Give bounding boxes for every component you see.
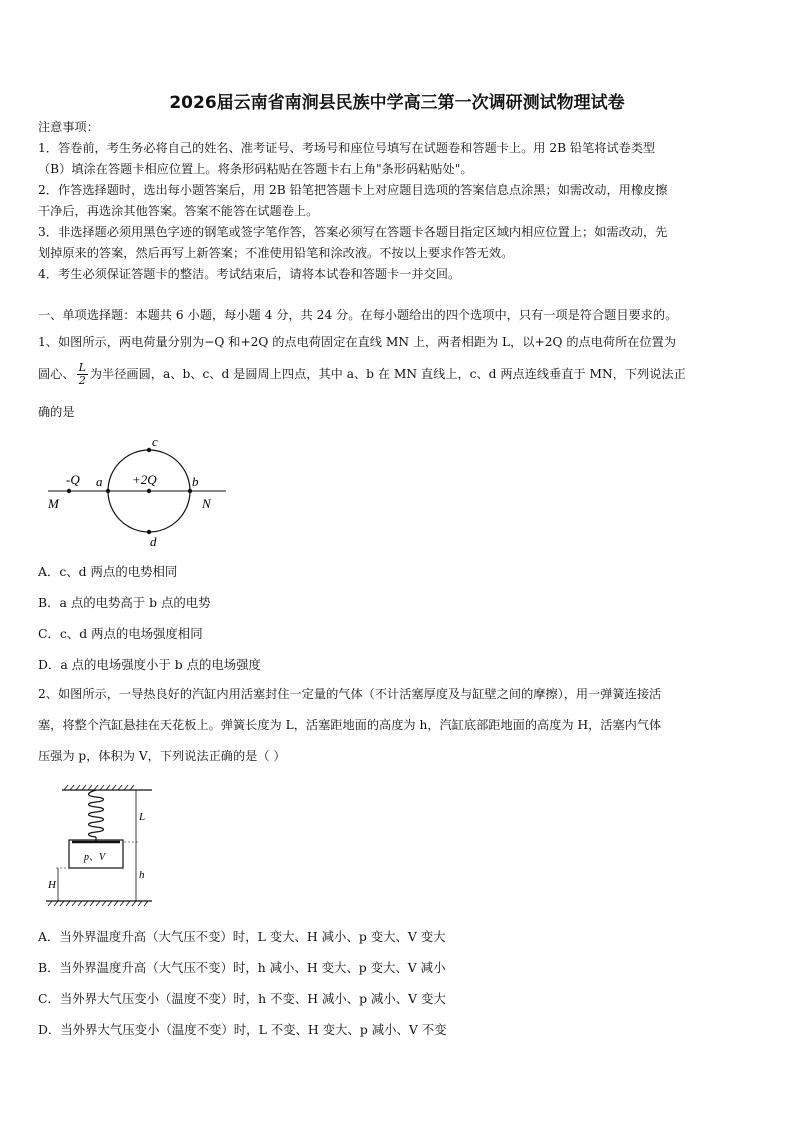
q1-stem-line-1: 1、如图所示，两电荷量分别为−Q 和+2Q 的点电荷固定在直线 MN 上，两者相距为 L，以+2Q 的点电荷所在位置为	[38, 335, 677, 349]
q1-stem-line-2-pre: 圆心、	[38, 367, 75, 381]
neg-charge-point	[67, 489, 71, 493]
notice-line-4: 干净后，再选涂其他答案。答案不能答在试题卷上。	[38, 204, 319, 218]
q2-option-c: C．当外界大气压变小（温度不变）时，h 不变、H 减小、p 减小、V 变大	[38, 991, 446, 1006]
point-b	[188, 489, 192, 493]
point-a	[106, 489, 110, 493]
q2-cylinder-figure	[40, 780, 170, 910]
q1-stem-line-2-post: 为半径画圆，a、b、c、d 是圆周上四点，其中 a、b 在 MN 直线上，c、d 两点连线垂直于 MN，下列说法正	[89, 367, 686, 381]
q1-stem-line-2	[38, 362, 758, 387]
label-m: M	[48, 496, 59, 511]
notice-line-1: 1．答卷前，考生务必将自己的姓名、准考证号、考场号和座位号填写在试题卷和答题卡上。用 2B 铅笔将试卷类型	[38, 141, 656, 155]
q1-option-a: A．c、d 两点的电势相同	[38, 564, 178, 579]
q2-option-a: A．当外界温度升高（大气压不变）时，L 变大、H 减小、p 变大、V 变大	[38, 929, 446, 944]
frac-numerator: L	[78, 361, 86, 374]
q2-stem-line-1: 2、如图所示，一导热良好的汽缸内用活塞封住一定量的气体（不计活塞厚度及与缸壁之间的摩擦），用一弹簧连接活	[38, 687, 662, 701]
notice-line-7: 4．考生必须保证答题卡的整洁。考试结束后，请将本试卷和答题卡一并交回。	[38, 267, 461, 281]
ceiling-hatch	[64, 785, 134, 790]
label-pv: p、V	[84, 852, 106, 863]
notice-line-5: 3．非选择题必须用黑色字迹的钢笔或签字笔作答，答案必须写在答题卡各题目指定区域内相应位置上；如需改动，先	[38, 225, 668, 239]
pos-charge-point	[147, 489, 151, 493]
label-h: h	[139, 869, 145, 881]
q2-stem-line-2: 塞，将整个汽缸悬挂在天花板上。弹簧长度为 L，活塞距地面的高度为 h，汽缸底部距地面的高度为 H，活塞内气体	[38, 718, 662, 732]
label-H: H	[48, 879, 56, 891]
section-heading: 一、单项选择题：本题共 6 小题，每小题 4 分，共 24 分。在每小题给出的四个选项中，只有一项是符合题目要求的。	[38, 308, 678, 322]
q1-option-d: D．a 点的电场强度小于 b 点的电场强度	[38, 657, 261, 672]
label-a: a	[96, 474, 103, 489]
q2-option-b: B．当外界温度升高（大气压不变）时，h 减小、H 变大、p 变大、V 减小	[38, 960, 446, 975]
label-n: N	[202, 496, 211, 511]
label-b: b	[192, 474, 199, 489]
notice-line-3: 2．作答选择题时，选出每小题答案后，用 2B 铅笔把答题卡上对应题目选项的答案信息点涂黑；如需改动，用橡皮擦	[38, 183, 668, 197]
label-neg-q: -Q	[66, 472, 80, 487]
q1-stem-line-3: 确的是	[38, 405, 75, 419]
q1-option-c: C．c、d 两点的电场强度相同	[38, 626, 203, 641]
ground-hatch	[48, 901, 148, 906]
q2-option-d: D．当外界大气压变小（温度不变）时，L 不变、H 变大、p 减小、V 不变	[38, 1022, 447, 1037]
label-l: L	[139, 811, 146, 823]
label-d: d	[150, 534, 157, 549]
label-c: c	[152, 434, 158, 449]
label-pos-2q: +2Q	[132, 472, 157, 487]
frac-denominator: 2	[78, 374, 86, 387]
point-c	[147, 448, 151, 452]
page-title: 2026届云南省南涧县民族中学高三第一次调研测试物理试卷	[169, 93, 625, 113]
notice-line-2: （B）填涂在答题卡相应位置上。将条形码粘贴在答题卡右上角"条形码粘贴处"。	[38, 162, 473, 176]
spring	[89, 790, 104, 837]
notice-heading: 注意事项：	[38, 120, 99, 134]
fraction-L-over-2	[77, 362, 88, 387]
q2-stem-line-3: 压强为 p，体积为 V，下列说法正确的是（ ）	[38, 749, 286, 763]
q1-circle-figure	[40, 430, 230, 550]
q1-option-b: B．a 点的电势高于 b 点的电势	[38, 595, 211, 610]
notice-line-6: 划掉原来的答案，然后再写上新答案；不准使用铅笔和涂改液。不按以上要求作答无效。	[38, 246, 514, 260]
